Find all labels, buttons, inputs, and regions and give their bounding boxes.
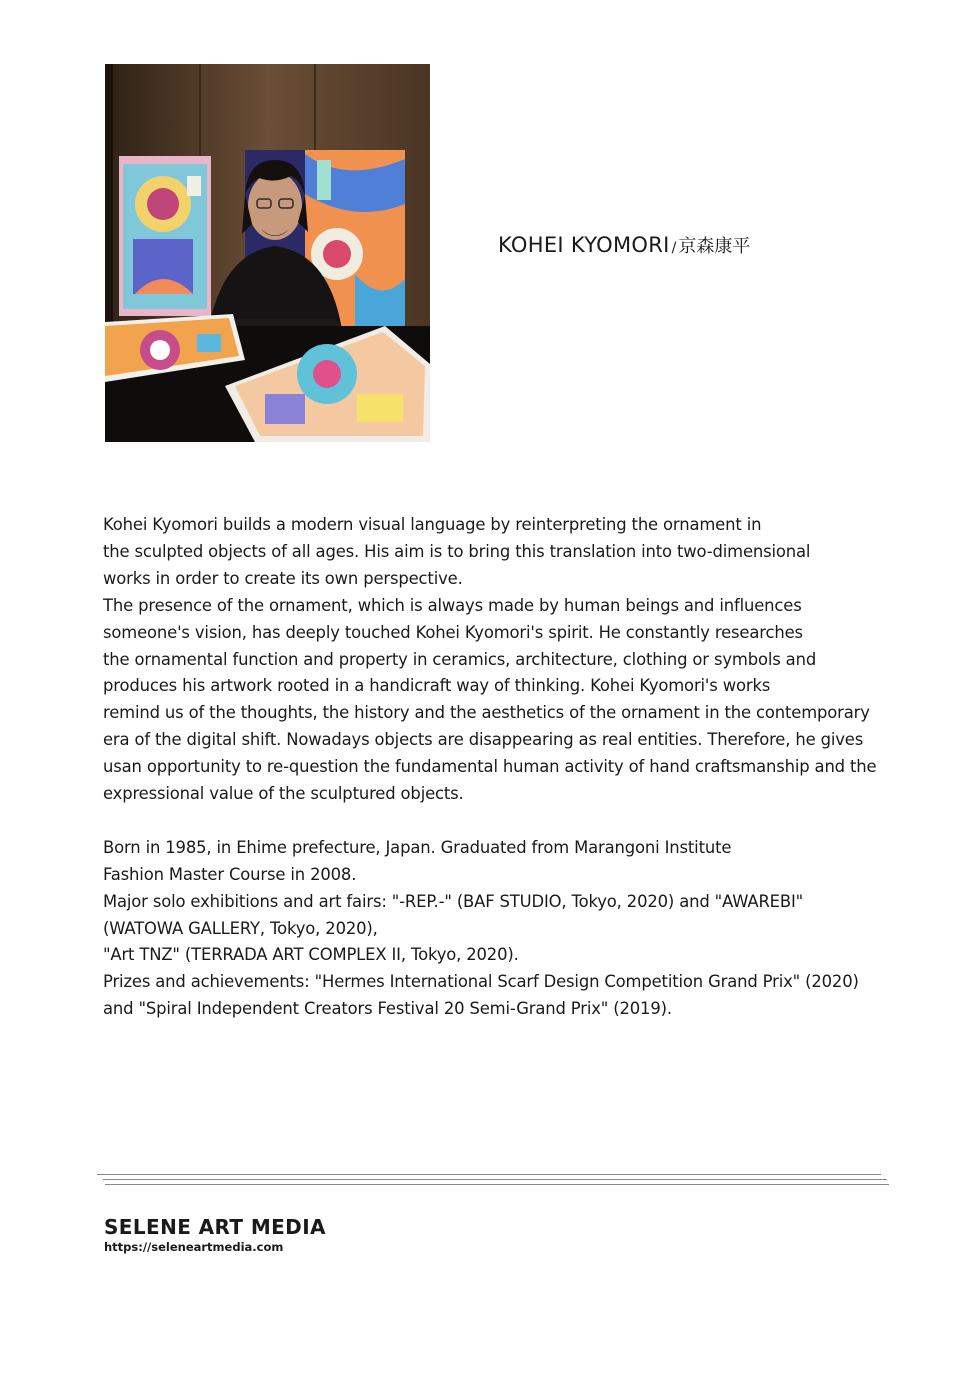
brand-url-link[interactable]: https://seleneartmedia.com (104, 1240, 284, 1254)
artist-portrait-photo (105, 64, 430, 442)
footer-brand (104, 1215, 326, 1255)
artist-name-japanese: 京森康平 (678, 236, 751, 257)
bio-career-paragraph: Born in 1985, in Ehime prefecture, Japan. Graduated from Marangoni Institute Fashion Master Course in 2008. Major solo exhibitions and art fairs: "-REP.-" (BAF STUDIO, Tokyo, 2020) and "AWAREBI" (WATOWA GALLERY, Tokyo, 2020), "Art TNZ" (TERRADA ART COMPLEX II, Tokyo, 2020). Prizes and achievements: "Hermes International Scarf Design Competition Grand Prix" (2020) and "Spiral Independent Creators Festival 20 Semi-Grand Prix" (2019). (103, 837, 859, 1019)
artist-name-latin: KOHEI KYOMORI (498, 233, 670, 257)
bio-statement-paragraph: Kohei Kyomori builds a modern visual language by reinterpreting the ornament in the sculpted objects of all ages. His aim is to bring this translation into two-dimensional works in order to create its own perspective. The presence of the ornament, which is always made by human beings and influences someone's vision, has deeply touched Kohei Kyomori's spirit. He constantly researches the ornamental function and property in ceramics, architecture, clothing or symbols and produces his artwork rooted in a handicraft way of thinking. Kohei Kyomori's works remind us of the thoughts, the history and the aesthetics of the ornament in the contemporary era of the digital shift. Nowadays objects are disappearing as real entities. Therefore, he gives usan opportunity to re-question the fundamental human activity of hand craftsmanship and the expressional value of the sculptured objects. (103, 515, 877, 804)
footer-divider-line (103, 1179, 887, 1180)
artist-biography (103, 512, 903, 1023)
footer-divider-line (105, 1184, 889, 1185)
footer-divider-line (97, 1174, 881, 1175)
brand-name: SELENE ART MEDIA (104, 1215, 326, 1239)
name-separator: / (671, 240, 677, 256)
artist-name-heading (498, 232, 750, 258)
